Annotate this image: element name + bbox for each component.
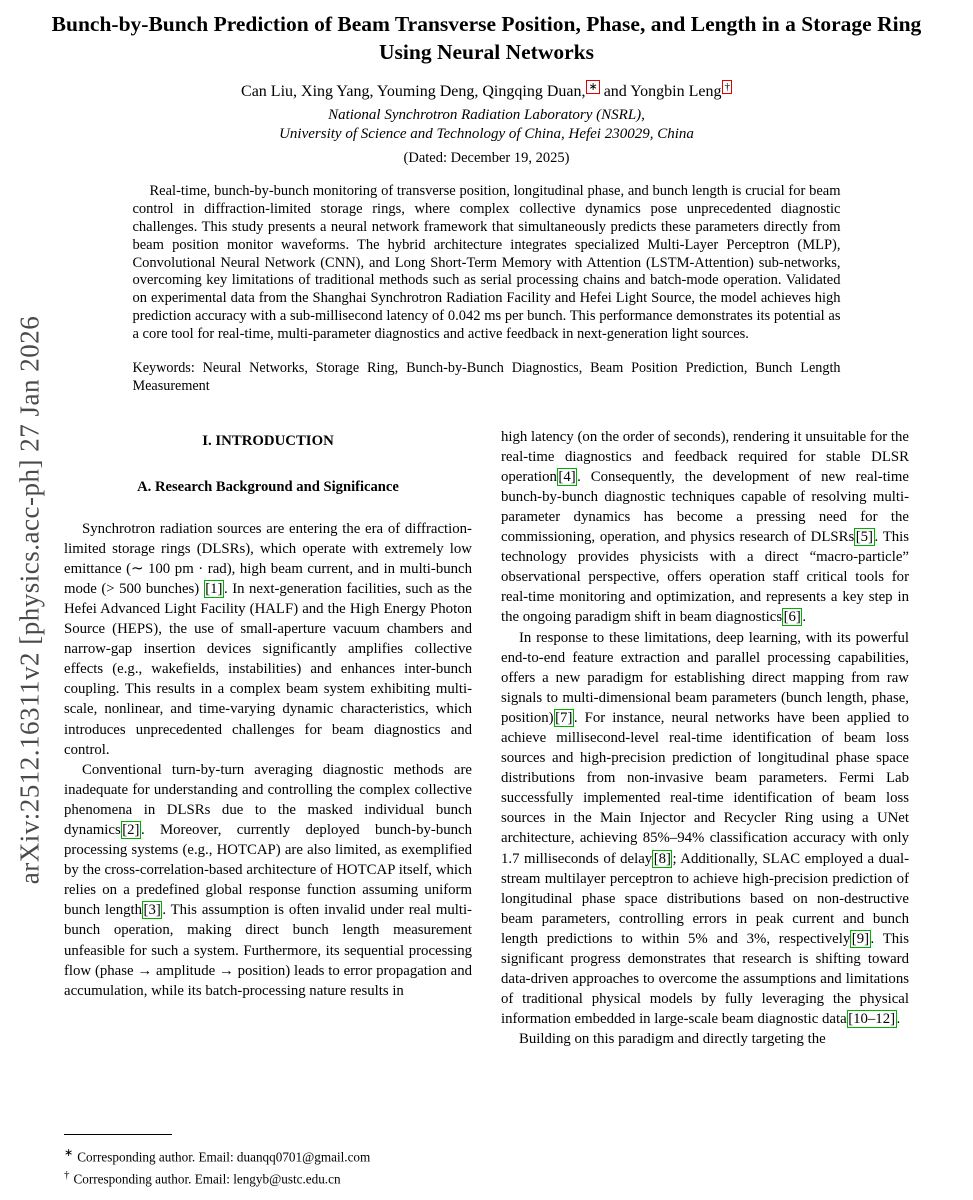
citation-link[interactable]: [4] (558, 468, 576, 485)
left-column-paragraphs (64, 519, 472, 1001)
dated-line: (Dated: December 19, 2025) (403, 150, 570, 167)
authors-text-2: and Yongbin Leng (599, 83, 722, 101)
citation-link[interactable]: [2] (122, 821, 140, 838)
page-title: Bunch-by-Bunch Prediction of Beam Transverse Position, Phase, and Length in a Storage Ring Using Neural Networks (51, 12, 922, 64)
footnote-rule (64, 1134, 172, 1135)
paper-header (0, 0, 973, 167)
affiliation (0, 106, 973, 144)
footnote-dagger-marker: † (64, 1169, 70, 1182)
citation-link[interactable]: [8] (653, 850, 671, 867)
citation-link[interactable]: [7] (555, 709, 573, 726)
footnote-star (64, 1144, 472, 1166)
paragraph: Building on this paradigm and directly targeting the (519, 1031, 826, 1048)
citation-link[interactable]: [6] (783, 609, 801, 626)
section-heading-introduction: I. INTRODUCTION (202, 432, 334, 449)
footnote-star-text: Corresponding author. Email: duanqq0701@gmail.com (77, 1149, 371, 1165)
affiliation-line-2: University of Science and Technology of China, Hefei 230029, China (279, 126, 694, 143)
footnote-dagger-link[interactable]: † (724, 80, 730, 93)
paragraph: In response to these limitations, deep learning, with its powerful end-to-end feature extraction and parallel processing capabilities, offers a new paradigm for establishing direct mapping from raw signals to multi-dimensional beam parameters (bunch length, phase, position) [7] . For instance, neural networks have been applied to achieve millisecond-level real-time identification of beam loss sources and high-precision prediction of longitudinal phase space distributions from non-invasive beam parameters. Fermi Lab successfully implemented real-time identification of beam loss sources in the Main Injector and Recycler Ring using a UNet architecture, achieving 85%–94% classification accuracy with only 1.7 milliseconds of delay [8] ; Additionally, SLAC employed a dual-stream multilayer perceptron to achieve high-precision prediction of longitudinal phase space distributions based on non-destructive beam parameters, controlling errors in peak current and bunch length predictions to within 5% and 3%, respectively [9] . This significant progress demonstrates that research is shifting toward data-driven approaches to overcome the assumptions and limitations of traditional physical models by fully leveraging the physical information embedded in large-scale beam diagnostic data [10–12] . (501, 629, 909, 1028)
footnote-dagger-text: Corresponding author. Email: lengyb@ustc.edu.cn (73, 1171, 341, 1187)
citation-link[interactable]: [10–12] (848, 1011, 896, 1028)
footnote-star-marker: ∗ (64, 1146, 74, 1159)
abstract: Real-time, bunch-by-bunch monitoring of transverse position, longitudinal phase, and bunch length is crucial for beam control in diffraction-limited storage rings, where complex collective dynamics pose unprecedented diagnostic challenges. This study presents a neural network framework that simultaneously predicts these parameters directly from beam position monitor waveforms. The hybrid architecture integrates specialized Multi-Layer Perceptron (MLP), Convolutional Neural Network (CNN), and Long Short-Term Memory with Attention (LSTM-Attention) sub-networks, overcoming key limitations of traditional methods such as serial processing chains and batch-mode operation. Validated on experimental data from the Shanghai Synchrotron Radiation Facility and Hefei Light Source, the model achieves high prediction accuracy with a sub-millisecond latency of 0.042 ms per bunch. This performance demonstrates its potential as a core tool for real-time, multi-parameter diagnostics and active feedback in next-generation light sources. (132, 183, 841, 342)
paragraph: Conventional turn-by-turn averaging diagnostic methods are inadequate for understanding and controlling the complex collective phenomena in DLSRs due to the masked individual bunch dynamics [2] . Moreover, currently deployed bunch-by-bunch processing systems (e.g., HOTCAP) are also limited, as exemplified by the cross-correlation-based architecture of HOTCAP itself, which relies on a predefined global response function assuming uniform bunch length [3] . This assumption is often invalid under real multi-bunch operation, making direct bunch length measurement unfeasible for such a system. Furthermore, its sequential processing flow (phase → amplitude → position) leads to error propagation and accumulation, while its batch-processing nature results in (64, 761, 472, 999)
citation-link[interactable]: [5] (855, 529, 873, 546)
two-column-body (0, 427, 973, 1195)
citation-link[interactable]: [1] (205, 580, 223, 597)
footnote-star-link[interactable]: ∗ (588, 80, 598, 93)
citation-link[interactable]: [3] (143, 902, 161, 919)
footnote-dagger (64, 1166, 472, 1188)
author-line (0, 80, 973, 101)
left-column (64, 427, 472, 1195)
right-column (501, 427, 909, 1195)
authors-text-1: Can Liu, Xing Yang, Youming Deng, Qingqing Duan, (241, 83, 586, 101)
arxiv-watermark: arXiv:2512.16311v2 [physics.acc-ph] 27 Jan 2026 (14, 315, 45, 885)
affiliation-line-1: National Synchrotron Radiation Laboratory (NSRL), (328, 107, 645, 124)
keywords-line: Keywords: Neural Networks, Storage Ring, Bunch-by-Bunch Diagnostics, Beam Position Prediction, Bunch Length Measurement (132, 359, 841, 394)
paragraph: Synchrotron radiation sources are entering the era of diffraction-limited storage rings (DLSRs), which operate with extremely low emittance (∼ 100 pm · rad), high beam current, and in multi-bunch mode (> 500 bunches) [1] . In next-generation facilities, such as the Hefei Advanced Light Facility (HALF) and the High Energy Photon Source (HEPS), the use of small-aperture vacuum chambers and narrow-gap insertion devices significantly amplifies collective effects (e.g., wakefields, instabilities) and enhances inter-bunch coupling. This results in a complex beam system exhibiting multi-scale, nonlinear, and time-varying dynamic characteristics, which introduces unprecedented challenges for beam diagnostics and control. (64, 520, 472, 758)
footnotes (64, 1134, 472, 1195)
citation-link[interactable]: [9] (851, 930, 870, 947)
paragraph: high latency (on the order of seconds), rendering it unsuitable for the real-time diagnostics and feedback required for stable DLSR operation [4] . Consequently, the development of new real-time bunch-by-bunch diagnostic techniques capable of resolving multi-parameter dynamics has become a pressing need for the commissioning, operation, and physics research of DLSRs [5] . This technology provides physicists with a direct “macro-particle” observational perspective, offers operation staff critical tools for real-time monitoring and optimization, and represents a key step in the ongoing paradigm shift in beam diagnostics [6] . (501, 428, 909, 626)
right-column-paragraphs (501, 427, 909, 1050)
subsection-heading-background: A. Research Background and Significance (137, 478, 399, 495)
